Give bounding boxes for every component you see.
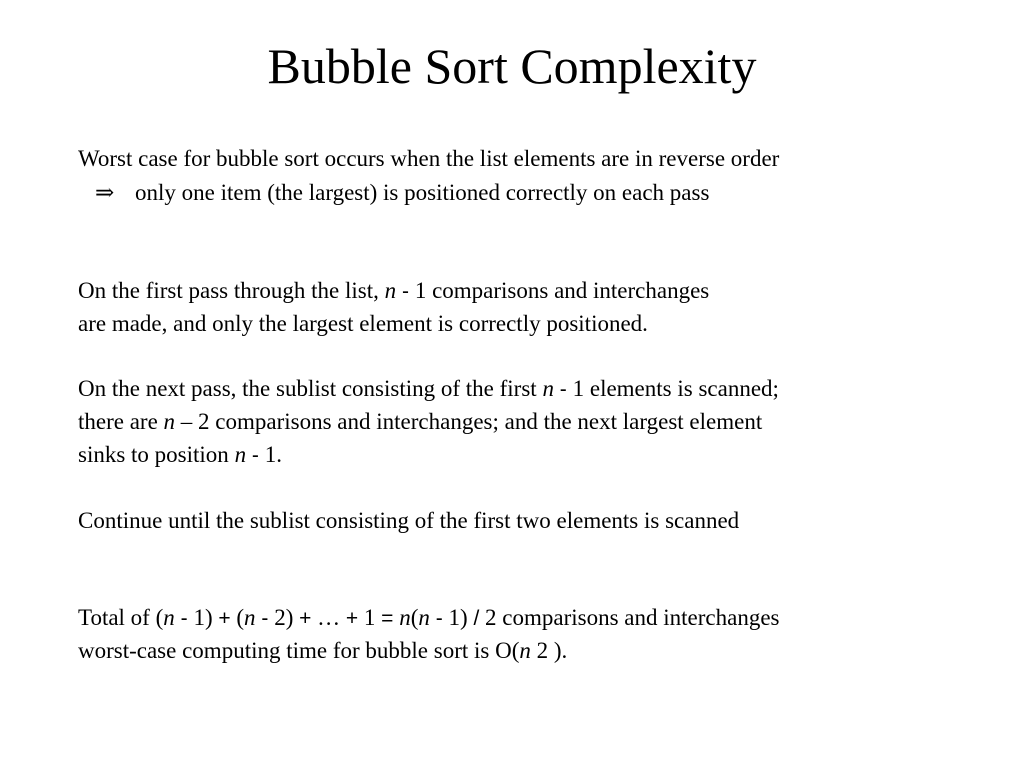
minus-sign: - (174, 607, 194, 630)
minus-sign: - (429, 607, 449, 630)
total-line-2 (78, 634, 567, 667)
variable-n: n (418, 605, 430, 630)
variable-n: n (234, 442, 247, 467)
text-span: 2 comparisons and interchanges (479, 605, 780, 630)
text-span: On the next pass, the sublist consisting of the first (78, 376, 543, 401)
minus-sign: - (246, 444, 265, 467)
variable-n: n (163, 605, 175, 630)
total-line-1 (78, 601, 780, 635)
text-span: ( (410, 605, 419, 630)
variable-n: n (399, 605, 411, 630)
text-span: 1) (193, 605, 219, 630)
plus-sign: + (345, 607, 359, 630)
text-span: 2 ). (530, 638, 568, 663)
text-span: 2) (274, 605, 300, 630)
implies-arrow-icon: ⇒ (95, 180, 115, 205)
minus-sign: - (553, 378, 573, 401)
worst-case-implication (95, 176, 709, 209)
variable-n: n (519, 638, 531, 663)
text-span: sinks to position (78, 442, 235, 467)
text-span: Total of ( (78, 605, 164, 630)
worst-case-line: Worst case for bubble sort occurs when the list elements are in reverse order (78, 146, 780, 171)
next-pass-line-1 (78, 372, 779, 406)
text-span: ( (230, 605, 245, 630)
next-pass-line-2 (78, 405, 762, 438)
slide-title: Bubble Sort Complexity (267, 38, 757, 94)
minus-sign: - (396, 280, 415, 303)
division-slash: / (473, 607, 480, 630)
ellipsis: … (311, 605, 346, 630)
equals-sign: = (381, 607, 394, 630)
plus-sign: + (218, 607, 231, 630)
text-span: 1. (264, 442, 282, 467)
text-span: 1) (448, 605, 474, 630)
text-span: 1 comparisons and interchanges (414, 278, 710, 303)
next-pass-line-3 (78, 438, 282, 472)
variable-n: n (384, 278, 397, 303)
first-pass-line-1 (78, 274, 709, 308)
variable-n: n (542, 376, 554, 401)
continue-line: Continue until the sublist consisting of the first two elements is scanned (78, 508, 740, 533)
variable-n: n (163, 409, 176, 434)
minus-sign: - (255, 607, 275, 630)
text-span: On the first pass through the list, (78, 278, 385, 303)
first-pass-line-2: are made, and only the largest element is correctly positioned. (78, 311, 648, 336)
text-span: worst-case computing time for bubble sort is O( (78, 638, 520, 663)
implication-text: only one item (the largest) is positioned correctly on each pass (135, 180, 710, 205)
text-span: there are (78, 409, 164, 434)
variable-n: n (244, 605, 256, 630)
text-span: 1 elements is scanned; (572, 376, 779, 401)
plus-sign: + (299, 607, 312, 630)
text-span: – 2 comparisons and interchanges; and the next largest element (175, 409, 763, 434)
text-span: 1 (358, 605, 382, 630)
